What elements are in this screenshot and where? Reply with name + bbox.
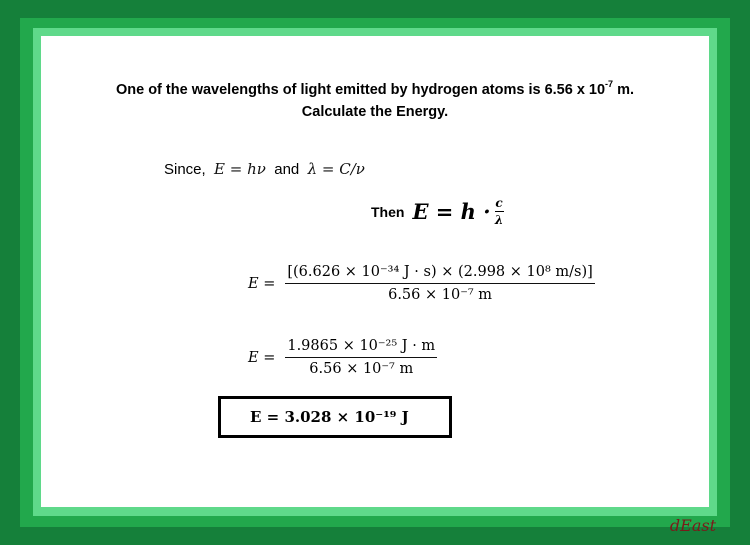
wavelength-formula: λ = C/ν bbox=[307, 160, 365, 178]
then-line bbox=[371, 196, 504, 227]
energy-frequency-formula: E = hν bbox=[214, 160, 266, 178]
step2-fraction bbox=[285, 338, 437, 377]
substitution-step bbox=[248, 264, 595, 303]
step1-fraction bbox=[285, 264, 594, 303]
step2-lhs: E = bbox=[248, 349, 276, 366]
problem-question: Calculate the Energy. bbox=[301, 104, 449, 120]
author-signature: dEast bbox=[669, 516, 716, 535]
problem-line1-exponent: -7 bbox=[605, 79, 614, 89]
step2-denominator: 6.56 × 10⁻⁷ m bbox=[309, 361, 414, 377]
since-line bbox=[164, 160, 365, 178]
then-label: Then bbox=[371, 203, 405, 220]
step2-numerator: 1.9865 × 10⁻²⁵ J · m bbox=[287, 338, 436, 354]
since-connector: and bbox=[274, 161, 300, 178]
step1-lhs: E = bbox=[248, 275, 276, 292]
then-fraction-numerator: c bbox=[495, 196, 503, 210]
problem-line1-suffix: m. bbox=[613, 81, 635, 98]
final-answer: E = 3.028 × 10⁻¹⁹ J bbox=[250, 408, 409, 426]
then-formula-lhs: E = h · bbox=[412, 199, 491, 224]
simplification-step bbox=[248, 338, 437, 377]
problem-statement bbox=[41, 80, 709, 98]
step1-denominator: 6.56 × 10⁻⁷ m bbox=[388, 287, 493, 303]
step1-numerator: [(6.626 × 10⁻³⁴ J · s) × (2.998 × 10⁸ m/s)] bbox=[287, 264, 593, 280]
then-formula bbox=[412, 196, 503, 227]
final-answer-box bbox=[218, 396, 452, 438]
then-fraction-bar bbox=[495, 211, 504, 212]
problem-line1-prefix: One of the wavelengths of light emitted by hydrogen atoms is 6.56 x 10 bbox=[115, 81, 606, 98]
then-fraction-denominator: λ bbox=[494, 213, 504, 227]
then-fraction bbox=[495, 196, 504, 227]
worksheet-page bbox=[41, 36, 709, 507]
since-label: Since, bbox=[164, 161, 206, 178]
